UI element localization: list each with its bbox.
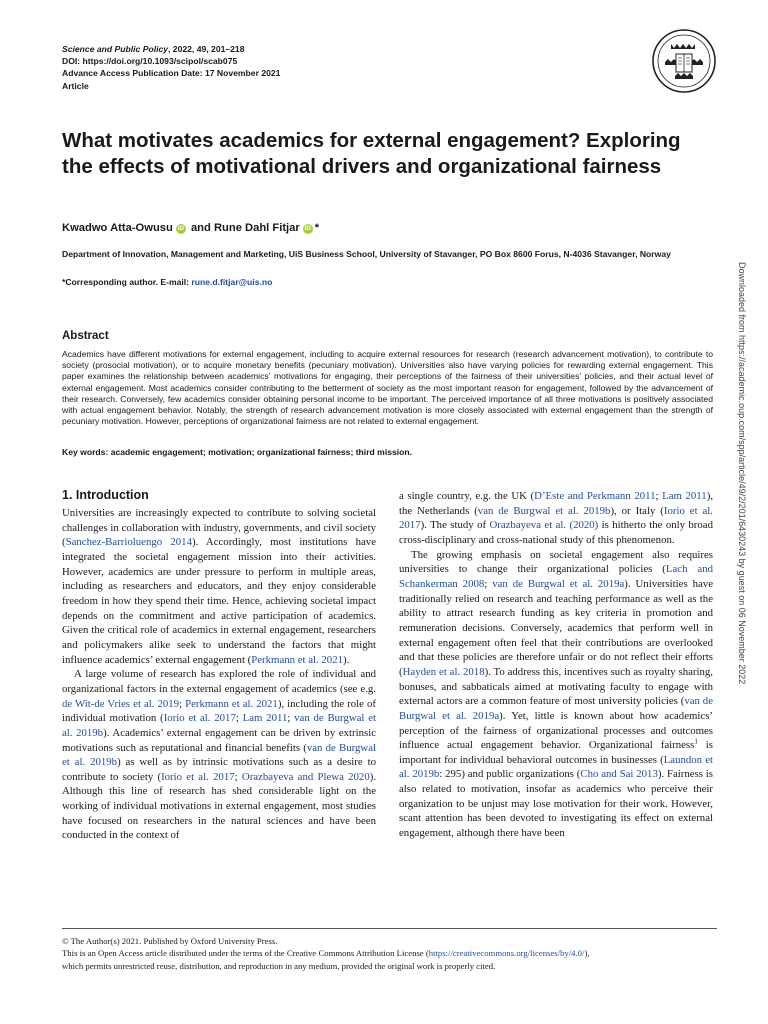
text-run: ). Fairness is also related to motivation, insofar as academics who perceive their organization to be unjust may lose motivation for their work. However, scant attention has been devoted to investigating its effect on external engagement, although there have been (399, 768, 713, 840)
body-column-left (62, 506, 376, 843)
paragraph (62, 667, 376, 843)
section-heading: 1. Introduction (62, 488, 149, 502)
license-footer (62, 935, 717, 972)
paragraph (399, 489, 713, 548)
license-text: This is an Open Access article distributed under the terms of the Creative Commons Attribution License ( (62, 948, 429, 959)
author-line (62, 222, 319, 234)
citation-link[interactable]: Orazbayeva et al. (2020) (489, 519, 599, 532)
citation-link[interactable]: Laundon et al. 2019b (399, 753, 713, 781)
citation-link[interactable]: Lach and Schankerman 2008 (399, 563, 713, 590)
download-note: Downloaded from https://academic.oup.com/spp/article/49/2/201/6430243 by guest on 06 November 2022 (737, 262, 747, 685)
text-run: ; (484, 577, 493, 590)
citation-link[interactable]: Orazbayeva and Plewa 2020 (241, 770, 370, 783)
text-run: ). To address this, incentives such as royalty sharing, bonuses, and sabbaticals aimed at motivating faculty to engage with external actors are a common feature of most university policies ( (399, 665, 713, 708)
license-line (62, 947, 717, 959)
body-column-right (399, 489, 713, 841)
article-title: What motivates academics for external engagement? Exploring the effects of motivational drivers and organizational fairness (62, 129, 681, 178)
text-run: is important for individual behavioral outcomes in businesses ( (399, 739, 713, 766)
license-text: ), (584, 948, 590, 959)
article-meta (62, 43, 280, 92)
footnote-marker[interactable]: 1 (694, 737, 698, 746)
journal-citation (62, 43, 280, 55)
abstract-text: Academics have different motivations for external engagement, including to acquire external resources for research (research advancement motivation), to contribute to society (prosocial motivation), or to acquire monetary benefits (pecuniary motivation). Universities also have varying policies for rewarding external engagement. This paper examines the relationship between academics’ motivations for engaging, their perceptions of the fairness of their universities’ policies, and their actual level of external engagement. Most academics consider contributing to the betterment of society as the most important reason for engagement, followed by the advancement of their research. Conversely, few academics consider obtaining personal income to be important. The perceived importance of all three motivations is positively associated with actual engagement behavior. Notably, the strength of research advancement motivation is more closely associated with external engagement than the strength of pecuniary motivation. However, perceptions of organizational fairness are not related to external engagement. (62, 349, 713, 427)
corresponding-author (62, 277, 272, 287)
license-link[interactable]: https://creativecommons.org/licenses/by/4.0/ (428, 948, 585, 959)
orcid-icon[interactable]: iD (177, 225, 185, 232)
text-run: Universities are increasingly expected to contribute to solving societal challenges in collaboration with industry, governments, and civil society ( (62, 507, 376, 549)
text-run: : 295) and public organizations ( (439, 768, 581, 781)
orcid-icon[interactable]: iD (304, 225, 311, 232)
text-run: The growing emphasis on societal engagement also requires universities to change their organizational policies ( (399, 548, 713, 576)
corresponding-mark: * (314, 222, 320, 234)
text-run: ). Yet, little is known about how academics’ perception of the fairness of organizational processes and outcomes influence actual engagement behavior. Organizational fairness (399, 709, 713, 752)
affiliation: Department of Innovation, Management and Marketing, UiS Business School, University of Stavanger, PO Box 8600 Forus, N-4036 Stavanger, Norway (62, 249, 671, 259)
citation-link[interactable]: van de Burgwal et al. 2019b (62, 712, 376, 739)
text-run: ). Academics’ external engagement can be driven by extrinsic motivations such as reputational and financial benefits ( (62, 726, 376, 754)
text-run: ). (343, 653, 350, 666)
citation-link[interactable]: van de Burgwal et al. 2019a (492, 577, 625, 590)
publisher-seal-logo (651, 28, 717, 94)
article-type: Article (62, 80, 89, 91)
keywords-label: Key words: (62, 447, 111, 457)
citation-link[interactable]: Lam 2011 (662, 490, 707, 502)
copyright-line: © The Author(s) 2021. Published by Oxford University Press. (62, 936, 278, 946)
text-run: ) as well as by intrinsic motivations such as a desire to contribute to society ( (62, 756, 376, 783)
license-terms: which permits unrestricted reuse, distribution, and reproduction in any medium, provided the original work is properly cited. (62, 960, 496, 971)
text-run: ). Although this line of research has shed considerable light on the working of individual motivations in external engagement, most studies have focused on researchers in the natural sciences and have been conducted in the context of (62, 770, 377, 842)
corresponding-label: *Corresponding author. E-mail: (62, 277, 192, 287)
text-run: ; (287, 712, 295, 725)
text-run: ). Universities have traditionally relied on research and teaching performance as well as the ability to attract research funding as key criteria in promotion and remuneration decisions. Conversely, academics that perform well in external engagement often feel that their contributions are overlooked and that these policies are therefore unfair or do not reflect their efforts ( (399, 577, 713, 678)
citation-link[interactable]: Perkmann et al. 2021 (251, 653, 344, 666)
text-run: ), the Netherlands ( (399, 490, 714, 517)
download-watermark (733, 262, 747, 762)
citation-link[interactable]: Iorio et al. 2017 (163, 712, 236, 725)
email-link[interactable]: rune.d.fitjar@uis.no (191, 277, 273, 287)
text-run: A large volume of research has explored the role of individual and organizational factors in the external engagement of academics (see e.g. (62, 668, 376, 695)
paragraph (62, 506, 376, 667)
text-run: ; (655, 490, 663, 502)
author-separator: and (187, 222, 214, 234)
citation-link[interactable]: van de Burgwal et al. 2019b (477, 504, 611, 517)
text-run: ; (235, 712, 243, 725)
advance-access-date: Advance Access Publication Date: 17 November 2021 (62, 68, 281, 79)
citation-link[interactable]: van de Burgwal et al. 2019b (62, 741, 377, 769)
text-run: is hitherto the only broad cross-disciplinary and cross-national study of this phenomenon. (399, 519, 713, 546)
text-run: ), or Italy ( (610, 504, 664, 517)
citation-link[interactable]: Hayden et al. 2018 (402, 665, 485, 678)
doi-line[interactable]: DOI: https://doi.org/10.1093/scipol/scab075 (62, 56, 238, 67)
citation-link[interactable]: Sanchez-Barrioluengo 2014 (65, 536, 192, 549)
citation-link[interactable]: Cho and Sai 2013 (580, 768, 658, 781)
keywords (62, 447, 412, 457)
journal-name: Science and Public Policy (62, 44, 169, 54)
author-name[interactable]: Kwadwo Atta-Owusu (62, 222, 173, 234)
footer-divider (62, 928, 717, 929)
text-run: ). Accordingly, most institutions have integrated the societal engagement mission into their activities. However, academics are under pressure to perform in multiple areas, including as researchers and educators, and they enjoy considerable freedom in how they spend their time. Hence, achieving societal impact depends on the commitment and active participation of academics. Given the critical role of academics in external engagement, researchers and policymakers alike seek to understand the factors that might influence academics’ external engagement ( (62, 536, 376, 666)
keywords-list: academic engagement; motivation; organizational fairness; third mission. (110, 447, 413, 457)
citation-link[interactable]: Perkmann et al. 2021 (185, 697, 278, 710)
author-name[interactable]: Rune Dahl Fitjar (213, 222, 300, 234)
text-run: a single country, e.g. the UK ( (399, 490, 535, 502)
text-run: ; (179, 697, 186, 710)
citation-link[interactable]: Iorio et al. 2017 (399, 504, 713, 532)
citation-link[interactable]: Iorio et al. 2017 (161, 770, 235, 783)
volume-pages: , 2022, 49, 201–218 (168, 44, 245, 54)
abstract-heading: Abstract (62, 330, 109, 342)
paragraph (399, 548, 713, 841)
citation-link[interactable]: Lam 2011 (242, 712, 288, 725)
citation-link[interactable]: van de Burgwal et al. 2019a (399, 695, 713, 722)
citation-link[interactable]: de Wit-de Vries et al. 2019 (62, 697, 180, 710)
text-run: ; (234, 770, 242, 783)
text-run: ). The study of (420, 519, 490, 532)
citation-link[interactable]: D’Este and Perkmann 2011 (534, 490, 656, 502)
text-run: ), including the role of individual motivation ( (62, 697, 376, 725)
